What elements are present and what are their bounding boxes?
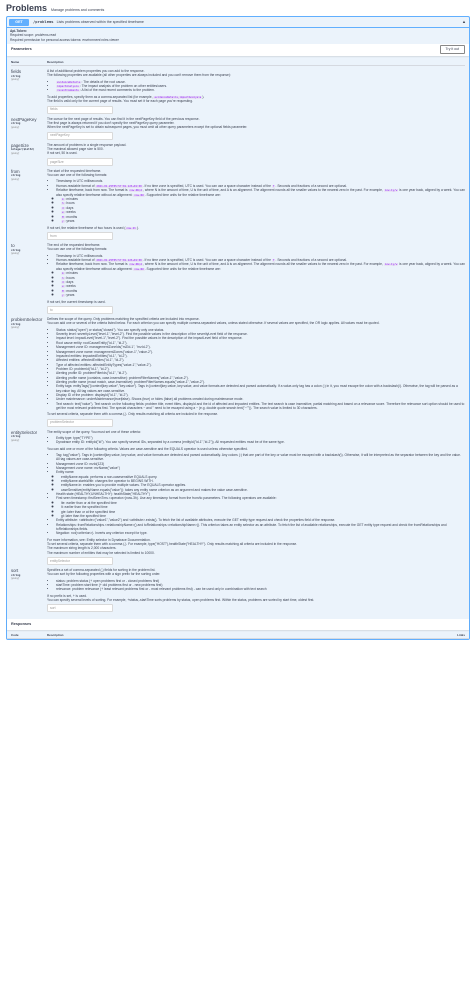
parameters-table xyxy=(7,56,469,615)
parameters-header xyxy=(7,44,469,56)
param-desc: The field is valid only for the current page of results. You must set it for each page you're requesting. xyxy=(47,99,193,104)
param-row-pagesize xyxy=(11,140,465,166)
list-item: • Root cause entity: rootCauseEntity("id-1", "id-2"). xyxy=(56,341,465,345)
list-item: ◦ entityName.equals: performs a non-casesensitive EQUALS query. xyxy=(61,475,465,479)
list-item: • Alerting profile ID: problemFilterIds("id-1", "id-2"). xyxy=(56,371,465,375)
param-name: entitySelector xyxy=(11,429,38,435)
param-type: string xyxy=(11,122,21,126)
col-name: Name xyxy=(11,59,20,64)
list-item: • Management zone name: managementZones("value-1","value-2"). xyxy=(56,350,465,354)
param-type: string xyxy=(11,74,21,78)
param-desc: To set several criteria, separate them with a comma (,). For example, type("HOST"),healthState("HEALTHY"). Only results matching all criteria are included in the response. xyxy=(47,541,298,546)
list-item: • Entity tags: entityTags("[context]key:value","key:value"). Tags in [context]key:value, key:value, and value formats are detected and parsed automatically. If a value-only tag has a colon (:) in it, you must escape the colon with a backslash(\). Otherwise, the tag will be parsed as a key:value tag. All tag values are case-sensitive. xyxy=(56,384,465,393)
chevron-up-icon[interactable]: ▲ xyxy=(462,19,466,25)
param-desc: To add properties, specify them as a comma-separated list (for example, evidenceDetails,impactAnalysis). xyxy=(47,94,205,99)
param-row-entityselector xyxy=(11,427,465,565)
parameters-title: Parameters xyxy=(11,47,32,52)
param-location: (query) xyxy=(11,438,20,442)
list-item: ◦ h: hours xyxy=(61,201,465,205)
param-location: (query) xyxy=(11,78,20,82)
entityselector-input[interactable]: entitySelector xyxy=(47,557,113,565)
param-type: integer($int32) xyxy=(11,148,35,152)
param-row-to xyxy=(11,240,465,314)
param-desc: You can add one or several of the criteria listed below. For each criterion you can specify multiple comma-separated values, unless stated otherwise. If several values are specified, the OR logic applies. All values must be quoted. xyxy=(47,321,380,326)
list-item: ◦ gte: later than or at the specified time xyxy=(61,510,465,514)
param-location: (query) xyxy=(11,577,20,581)
list-item: • impactAnalysis: The impact analysis of the problem on other entities/users. xyxy=(56,84,465,88)
param-type: string xyxy=(11,573,21,577)
api-token-label: Api-Token: xyxy=(10,29,27,33)
list-item: ◦ entityName.startsWith: changes the operator to BEGINS WITH. xyxy=(61,479,465,483)
param-desc: You can specify several levels of sorting. For example, +status,-startTime sorts problems by status, open problems first. Within the status, problems are sorted by start time, oldest first. xyxy=(47,598,315,602)
list-item: ◦ caseSensitive(entityName.equals("value")): takes any entity name criterion as an argument and makes the value case-sensitive. xyxy=(61,488,465,492)
auth-info xyxy=(7,28,469,44)
param-desc: A list of additional problem properties you can add to the response. xyxy=(47,68,145,73)
problemselector-input[interactable]: problemSelector xyxy=(47,419,113,427)
list-item: • Management zone name: mzName("value") xyxy=(56,466,465,470)
operation-summary[interactable] xyxy=(7,17,469,28)
responses-section xyxy=(7,619,469,639)
list-item: • recentComments: A list of the most recent comments to the problem. xyxy=(56,88,465,92)
param-desc: If not set, 50 is used. xyxy=(47,151,78,156)
list-item: ◦ m: minutes xyxy=(61,271,465,275)
param-type: string xyxy=(11,435,21,439)
list-item: • First seen timestamp: firstSeenTms.<operator>(now-3h). Use any timestamp format from the from/to parameters. The following operators are available: ◦ lte: earlier than or at the specified time ◦ lt: earlier than the specified time ◦ gte: later than or at the specified time ◦ gt: later than the specified time xyxy=(56,496,465,518)
list-item: ◦ y: years xyxy=(61,219,465,223)
param-row-nextpagekey xyxy=(11,114,465,140)
list-item: • Alerting profile name (exact match, case-insensitive): problemFilterNames.equals("value-1","value-2"). xyxy=(56,380,465,384)
list-item: ◦ M: months xyxy=(61,215,465,219)
list-item: • Severity level: severityLevel("level-1","level-2"). Find the possible values in the description of the severityLevel field of the response. xyxy=(56,332,465,336)
list-item: • Tag: tag("value"). Tags in [context]key:value, key:value, and value formats are detected and parsed automatically. Any colons (:) that are part of the key or value must be escaped with a backslash(\). Otherwise, it will be interpreted as the separator between the key and the value. All tag values are case-sensitive. xyxy=(56,453,465,462)
param-desc: You can use one of the following formats: xyxy=(47,173,108,178)
param-desc: The entity scope of the query. You must set one of these criteria: xyxy=(47,429,141,434)
col-description: Description xyxy=(47,633,64,638)
param-desc: If no prefix is set, + is used. xyxy=(47,593,88,598)
to-input[interactable]: to xyxy=(47,306,113,314)
param-desc: The cursor for the next page of results. You can find it in the nextPageKey field of the previous response. xyxy=(47,116,200,121)
list-item: • relevance: problem relevance (+ least relevant problems first or - most relevant problems first) - can be used only in combination with text search xyxy=(56,587,465,591)
param-desc: If not set, the current timestamp is used. xyxy=(47,299,106,304)
param-desc: To set several criteria, separate them with a comma (,). Only results matching all criteria are included in the response. xyxy=(47,412,219,417)
try-it-out-button[interactable]: Try it out xyxy=(440,45,465,54)
list-item: • Human-readable format of 2021-01-25T05:57:01.123+01:00. If no time zone is specified, UTC is used. You can use a space character instead of the T. Seconds and fractions of a second are optional. xyxy=(56,184,465,188)
param-desc: The maximum number of entities that may be selected is limited to 10000. xyxy=(47,550,155,555)
list-item: • Impacted entities: impactedEntities("id-1", "id-2"). xyxy=(56,354,465,358)
code-token: recentComments xyxy=(57,89,79,93)
param-desc: The first page is always returned if you don't specify the nextPageKey query parameter. xyxy=(47,120,175,125)
list-item: ◦ m: minutes xyxy=(61,197,465,201)
list-item: • Human-readable format of 2021-01-25T05:57:01.123+01:00. If no time zone is specified, UTC is used. You can use a space character instead of the T. Seconds and fractions of a second are optional. xyxy=(56,258,465,262)
list-item: • Management zone ID: mzId(123) xyxy=(56,462,465,466)
list-item: • Relative timeframe, back from now. The format is now-NU/A, where N is the amount of time, U is the unit of time, and A is an alignment. The alignment rounds all the smaller values to the nearest zero in the past. For example, now-1y/w is one year back, aligned by a week. You can also specify relative timeframe without an alignment: now-NU. Supported time units for the relative timeframe are: ◦ m: minutes ◦ h: hours ◦ d: days ◦ w: weeks ◦ M: months ◦ y: years xyxy=(56,188,465,223)
param-type: string xyxy=(11,322,21,326)
param-row-from xyxy=(11,166,465,240)
col-code: Code xyxy=(11,633,19,638)
section-header[interactable] xyxy=(6,0,470,14)
list-item: • Display ID of the problem: displayId("id-1", "id-2"). xyxy=(56,393,465,397)
list-item: • Entity type: type("TYPE") xyxy=(56,436,465,440)
list-item: ◦ lt: earlier than the specified time xyxy=(61,505,465,509)
fields-input[interactable]: fields xyxy=(47,106,113,114)
list-item: • Alerting profile name (contains, case-insensitive): problemFilterNames("value-1","value-2"). xyxy=(56,376,465,380)
param-row-problemselector xyxy=(11,314,465,427)
scope-label: Required scope: xyxy=(10,33,35,38)
list-item: ◦ y: years xyxy=(61,293,465,297)
param-desc: The following properties are available (all other properties are always included and you can't remove them from the response): xyxy=(47,73,231,78)
param-desc: The start of the requested timeframe. xyxy=(47,168,102,173)
list-item: • Affected entities: affectedEntities("id-1", "id-2"). xyxy=(56,358,465,362)
nextpagekey-input[interactable]: nextPageKey xyxy=(47,132,113,140)
list-item: • Dynatrace entity ID: entityId("id"). You can specify several IDs, separated by a comma (entityId("id-1","id-2")). All requested entities must be of the same type. xyxy=(56,440,465,444)
param-name: to xyxy=(11,242,15,248)
method-badge: GET xyxy=(9,19,29,26)
param-type: string xyxy=(11,248,21,252)
param-name: fields xyxy=(11,68,22,74)
permission-value: environment.roles.viewer xyxy=(82,37,119,42)
param-location: (query) xyxy=(11,252,20,256)
param-name: problemSelector xyxy=(11,317,43,323)
list-item: • Negation: not(<criterion>). Inverts any criterion except for type. xyxy=(56,531,465,535)
operation-path: /problems xyxy=(33,19,54,25)
list-item: ◦ w: weeks xyxy=(61,210,465,214)
parameters-columns xyxy=(11,58,465,66)
param-desc: The maximal allowed page size is 500. xyxy=(47,146,104,151)
section-title: Problems xyxy=(6,3,48,13)
param-name: nextPageKey xyxy=(11,116,37,122)
list-item: • Health state (HEALTHY,UNHEALTHY): healthState("HEALTHY") xyxy=(56,492,465,496)
param-desc: The end of the requested timeframe. xyxy=(47,242,101,247)
list-item: • Status: status("open") or status("closed"). You can specify only one status. xyxy=(56,328,465,332)
list-item: ◦ d: days xyxy=(61,280,465,284)
list-item: ◦ gt: later than the specified time xyxy=(61,514,465,518)
list-item: • status: problem status (+ open problems first or - closed problems first) xyxy=(56,579,465,583)
from-input[interactable]: from xyxy=(47,232,113,240)
param-location: (query) xyxy=(11,151,20,155)
param-desc: Specifies a set of comma-separated (,) fields for sorting in the problem list. xyxy=(47,567,156,572)
list-item: • Timestamp in UTC milliseconds. xyxy=(56,179,465,183)
list-item: ◦ M: months xyxy=(61,289,465,293)
list-item: • Under maintenance: underMaintenance(true|false). Shows (true) or hides (false) all problems created during maintenance mode. xyxy=(56,397,465,401)
scope-value: problems.read xyxy=(34,33,57,38)
param-location: (query) xyxy=(11,326,20,330)
param-name: from xyxy=(11,168,20,174)
param-type: string xyxy=(11,174,21,178)
list-item: • Timestamp in UTC milliseconds. xyxy=(56,254,465,258)
param-desc: For more information, see: Entity selector in Dynatrace Documentation. xyxy=(47,537,151,542)
list-item: • Entity name: ◦ entityName.equals: performs a non-casesensitive EQUALS query. ◦ entityName.startsWith: changes the operator to BEGINS WITH. ◦ entityName.in: enables you to provide multiple values. The EQUALS operator applies. ◦ caseSensitive(entityName.equals("value")): takes any entity name criterion as an argument and makes the value case-sensitive. xyxy=(56,470,465,492)
list-item: ◦ d: days xyxy=(61,206,465,210)
list-item: ◦ entityName.in: enables you to provide multiple values. The EQUALS operator applies. xyxy=(61,483,465,487)
list-item: ◦ h: hours xyxy=(61,276,465,280)
list-item: • Type of affected entities: affectedEntityTypes("value-1","value-2"). xyxy=(56,363,465,367)
list-item: • Entity attribute: <attribute>("value1","value2") and <attribute>.exists(). To fetch the list of available attributes, execute the GET entity type request and check the properties field of the response. xyxy=(56,518,465,522)
col-description: Description xyxy=(47,59,64,64)
code-token: evidenceDetails xyxy=(57,80,81,84)
param-desc: If not set, the relative timeframe of two hours is used (now-2h). xyxy=(47,225,139,230)
code-token: impactAnalysis xyxy=(57,85,79,88)
list-item: • startTime: problem start time (+ old problems first or - new problems first) xyxy=(56,583,465,587)
list-item: ◦ lte: earlier than or at the specified time xyxy=(61,501,465,505)
section-subtitle: Manage problems and comments xyxy=(51,8,105,12)
list-item: • Impact level: impactLevel("level-1","level-2"). Find the possible values in the description of the impactLevel field of the response. xyxy=(56,336,465,340)
param-desc: You can add one or more of the following criteria. Values are case-sensitive and the EQUALS operator is used unless otherwise specified. xyxy=(47,446,248,451)
param-desc: When the nextPageKey is set to obtain subsequent pages, you must omit all other query parameters except the optional fields parameter. xyxy=(47,125,248,130)
list-item: • Relationships: fromRelationships.<relationshipName>() and toRelationships.<relationshipName>(). This criterion takes an entity selector as an attribute. To fetch the list of available relationships, execute the GET entity type request and check the fromRelationships and toRelationships fields. xyxy=(56,523,465,532)
list-item: ◦ w: weeks xyxy=(61,284,465,288)
operation-block xyxy=(6,16,470,640)
responses-columns xyxy=(7,630,469,639)
list-item: • Relative timeframe, back from now. The format is now-NU/A, where N is the amount of time, U is the unit of time, and A is an alignment. The alignment rounds all the smaller values to the nearest zero in the past. For example, now-1y/w is one year back, aligned by a week. You can also specify relative timeframe without an alignment: now-NU. Supported time units for the relative timeframe are: ◦ m: minutes ◦ h: hours ◦ d: days ◦ w: weeks ◦ M: months ◦ y: years xyxy=(56,262,465,297)
param-location: (query) xyxy=(11,125,20,129)
list-item: • evidenceDetails: The details of the root cause. xyxy=(56,80,465,84)
pagesize-input[interactable]: pageSize xyxy=(47,158,113,166)
list-item: • Management zone ID: managementZoneIds("mZId-1", "mzId-2"). xyxy=(56,345,465,349)
param-name: sort xyxy=(11,567,19,573)
param-location: (query) xyxy=(11,177,20,181)
param-row-sort xyxy=(11,565,465,612)
col-links: Links xyxy=(457,633,465,638)
param-desc: You can use one of the following formats: xyxy=(47,247,108,252)
param-row-fields xyxy=(11,66,465,114)
param-name: pageSize xyxy=(11,142,29,148)
sort-input[interactable]: sort xyxy=(47,604,113,612)
list-item: • Problem ID: problemId("id-1", "id-2"). xyxy=(56,367,465,371)
param-desc: The amount of problems in a single response payload. xyxy=(47,142,127,147)
permission-label: Required permission for personal access tokens: xyxy=(10,37,82,42)
param-desc: The maximum string length is 2,000 characters. xyxy=(47,546,117,551)
param-desc: Defines the scope of the query. Only problems matching the specified criteria are included into response. xyxy=(47,317,200,322)
responses-title: Responses xyxy=(7,619,469,630)
list-item: • Text search: text("value"). Text search on the following fields: problem title, event titles, displayId and the id of affected and impacted entities. The text search is case insensitive, partial matching and based on a relevance score. Therefore the relevance sort option should be used to get the most relevant problems first. The special characters ~ and " need to be escaped using a ~ (e.g. double quote search text("~"")). The search value is limited to 30 characters. xyxy=(56,402,465,411)
operation-summary-text: Lists problems observed within the specified timeframe xyxy=(56,19,144,24)
param-desc: You can sort by the following properties with a sign prefix for the sorting order. xyxy=(47,572,161,577)
